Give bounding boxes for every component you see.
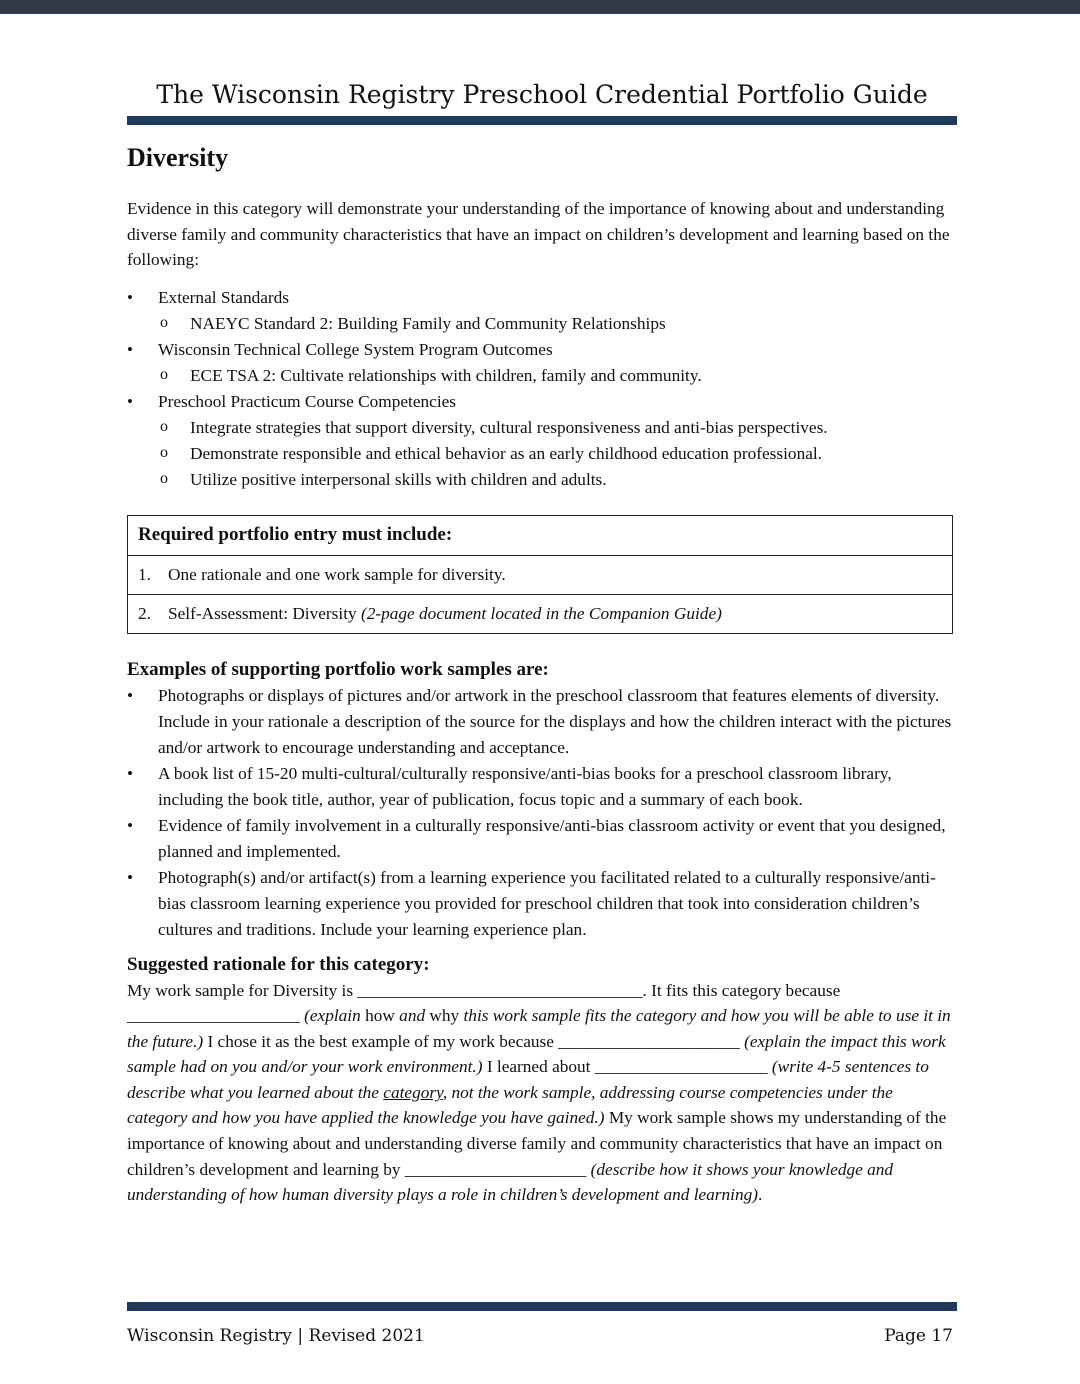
outcome-subitem: o Integrate strategies that support diversity, cultural responsiveness and anti-bias perspectives.: [158, 415, 957, 441]
fill-in-blank: _____________________: [404, 1159, 587, 1179]
rationale-text: why: [425, 1006, 464, 1026]
rationale-instruction-underlined: category: [383, 1082, 443, 1102]
required-table-row: [128, 555, 952, 594]
outcomes-list: [127, 285, 957, 493]
footer-rule: [127, 1302, 957, 1311]
footer-registry-label: Wisconsin Registry | Revised 2021: [127, 1326, 425, 1346]
rationale-text: My work sample shows my understanding of the importance of knowing about and understanding diverse family and community characteristics that have an impact on children’s development and learning by: [127, 1108, 947, 1179]
page-header-title: The Wisconsin Registry Preschool Credential Portfolio Guide: [156, 80, 928, 109]
rationale-text: .: [758, 1185, 763, 1205]
fill-in-blank: ____________________: [127, 1006, 300, 1026]
required-table-heading: Required portfolio entry must include:: [138, 524, 453, 545]
examples-list: [127, 683, 957, 943]
outcome-item: [127, 285, 957, 337]
examples-heading: Examples of supporting portfolio work samples are:: [127, 658, 549, 680]
section-intro: Evidence in this category will demonstrate your understanding of the importance of knowing about and understanding diverse family and community characteristics that have an impact on children’s development and learning based on the following:: [127, 199, 950, 269]
required-table-row: [128, 594, 952, 633]
rationale-paragraph: [127, 978, 957, 1208]
page-content: [127, 140, 957, 1208]
rationale-instruction: (explain the impact this work sample had on you and/or your work environment.): [127, 1031, 946, 1077]
required-item-text: Self-Assessment: Diversity: [168, 603, 361, 623]
fill-in-blank: _____________________: [558, 1031, 740, 1051]
rationale-text: I chose it as the best example of my work because: [203, 1031, 559, 1051]
required-item-number: 2.: [138, 603, 151, 623]
outcome-subitem: o Utilize positive interpersonal skills with children and adults.: [158, 467, 957, 493]
rationale-instruction: , not the work sample, addressing course competencies under the category and how you have applied the knowledge you have gained.): [127, 1082, 893, 1128]
outcome-label: Preschool Practicum Course Competencies: [158, 391, 457, 411]
rationale-instruction: (write 4-5 sentences to describe what you learned about the: [127, 1057, 929, 1102]
outcome-sublist: [158, 363, 957, 389]
required-item-text: One rationale and one work sample for diversity.: [168, 564, 506, 584]
rationale-instruction: this work sample fits the category and how you will be able to use it in the future.): [127, 1006, 951, 1051]
outcome-subitem: o NAEYC Standard 2: Building Family and Community Relationships: [158, 311, 957, 337]
required-item-number: 1.: [138, 564, 151, 584]
rationale-text: My work sample for Diversity is: [127, 980, 358, 1000]
header-rule: [127, 116, 957, 125]
required-entry-table: [127, 515, 953, 634]
example-item: • Evidence of family involvement in a culturally responsive/anti-bias classroom activity or event that you designed, planned and implemented.: [127, 813, 957, 865]
rationale-instruction: (describe how it shows your knowledge and understanding of how human diversity plays a role in children’s development and learning): [127, 1159, 894, 1205]
example-item: • Photograph(s) and/or artifact(s) from a learning experience you facilitated related to a culturally responsive/anti-bias classroom learning experience you provided for preschool children that took into consideration children’s cultures and traditions. Include your learning experience plan.: [127, 865, 957, 943]
rationale-heading: Suggested rationale for this category:: [127, 953, 430, 975]
outcome-sublist: [158, 311, 957, 337]
example-item: • Photographs or displays of pictures and/or artwork in the preschool classroom that features elements of diversity. Include in your rationale a description of the source for the displays and how the children interact with the pictures and/or artwork to encourage understanding and acceptance.: [127, 683, 957, 761]
rationale-text: how: [360, 1006, 400, 1026]
top-border-bar: [0, 0, 1080, 14]
outcome-item: [127, 389, 957, 493]
section-title: Diversity: [127, 143, 229, 172]
outcome-item: [127, 337, 957, 389]
rationale-instruction: (explain: [299, 1006, 361, 1026]
rationale-text: I learned about: [482, 1057, 595, 1077]
outcome-label: Wisconsin Technical College System Program Outcomes: [158, 339, 553, 359]
outcome-label: External Standards: [158, 287, 290, 307]
rationale-instruction: and: [399, 1006, 426, 1026]
outcome-subitem: o ECE TSA 2: Cultivate relationships with children, family and community.: [158, 363, 957, 389]
outcome-sublist: [158, 415, 957, 493]
fill-in-blank: ____________________: [594, 1057, 768, 1077]
example-item: • A book list of 15-20 multi-cultural/culturally responsive/anti-bias books for a preschool classroom library, including the book title, author, year of publication, focus topic and a summary of each book.: [127, 761, 957, 813]
fill-in-blank: _________________________________: [357, 980, 643, 1000]
rationale-text: . It fits this category because: [642, 980, 841, 1000]
required-item-note: (2-page document located in the Companion Guide): [360, 603, 722, 623]
footer-page-number: Page 17: [884, 1326, 953, 1346]
outcome-subitem: o Demonstrate responsible and ethical behavior as an early childhood education professional.: [158, 441, 957, 467]
